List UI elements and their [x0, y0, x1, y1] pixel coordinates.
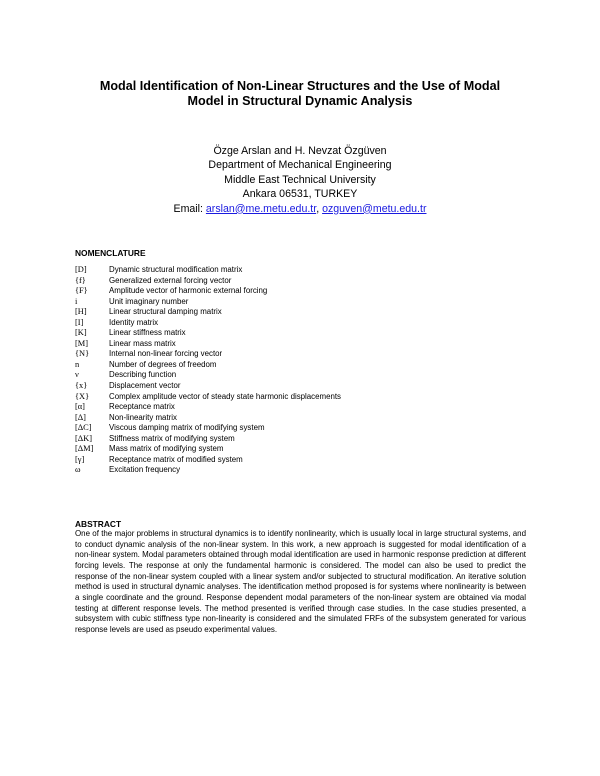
nomenclature-symbol: {F} [75, 286, 88, 296]
nomenclature-description: Receptance matrix of modified system [109, 454, 243, 464]
nomenclature-symbol: {x} [75, 381, 88, 391]
nomenclature-symbol: ω [75, 465, 81, 475]
nomenclature-symbol: {X} [75, 391, 90, 401]
nomenclature-symbol: n [75, 359, 80, 369]
author-block [100, 144, 500, 216]
abstract-heading: ABSTRACT [75, 519, 122, 529]
nomenclature-row [75, 402, 535, 413]
nomenclature-row [75, 286, 535, 297]
nomenclature-row [75, 318, 535, 329]
nomenclature-row [75, 297, 535, 308]
nomenclature-symbol: {N} [75, 349, 90, 359]
paper-title-line-2: Model in Structural Dynamic Analysis [187, 94, 413, 108]
author-names: Özge Arslan and H. Nevzat Özgüven [213, 145, 387, 157]
nomenclature-description: Number of degrees of freedom [109, 359, 217, 369]
email-link-ozguven[interactable]: ozguven@metu.edu.tr [322, 202, 427, 215]
nomenclature-row [75, 370, 535, 381]
nomenclature-symbol: [K] [75, 328, 87, 338]
nomenclature-list [75, 265, 535, 476]
nomenclature-symbol: [ΔK] [75, 433, 93, 443]
nomenclature-symbol: [ΔM] [75, 444, 94, 454]
email-separator: , [316, 202, 323, 215]
nomenclature-row [75, 434, 535, 445]
nomenclature-row [75, 328, 535, 339]
nomenclature-row [75, 349, 535, 360]
paper-title-line-1: Modal Identification of Non-Linear Structures and the Use of Modal [99, 79, 501, 93]
nomenclature-description: Describing function [109, 370, 177, 380]
nomenclature-row [75, 423, 535, 434]
author-address: Ankara 06531, TURKEY [242, 188, 358, 201]
nomenclature-symbol: [D] [75, 265, 87, 274]
nomenclature-description: Non-linearity matrix [109, 412, 177, 422]
author-email-line [100, 202, 500, 216]
nomenclature-heading: NOMENCLATURE [75, 248, 146, 258]
nomenclature-description: Complex amplitude vector of steady state harmonic displacements [109, 391, 342, 401]
nomenclature-description: Generalized external forcing vector [109, 275, 232, 285]
nomenclature-row [75, 413, 535, 424]
nomenclature-symbol: [ΔC] [75, 423, 92, 433]
nomenclature-row [75, 465, 535, 476]
nomenclature-description: Stiffness matrix of modifying system [109, 433, 235, 443]
nomenclature-row [75, 307, 535, 318]
nomenclature-symbol: [H] [75, 307, 87, 317]
nomenclature-description: Displacement vector [109, 381, 181, 391]
nomenclature-row [75, 265, 535, 276]
nomenclature-description: Identity matrix [109, 317, 159, 327]
nomenclature-description: Linear stiffness matrix [109, 328, 186, 338]
nomenclature-symbol: i [75, 296, 78, 306]
nomenclature-symbol: [Δ] [75, 412, 86, 422]
author-university: Middle East Technical University [224, 173, 376, 186]
nomenclature-symbol: {f} [75, 275, 86, 285]
nomenclature-description: Receptance matrix [109, 402, 175, 412]
nomenclature-row [75, 360, 535, 371]
nomenclature-description: Unit imaginary number [109, 296, 189, 306]
nomenclature-description: Viscous damping matrix of modifying system [109, 423, 265, 433]
nomenclature-symbol: ν [75, 370, 79, 380]
paper-title [60, 79, 540, 109]
nomenclature-symbol: [M] [75, 338, 89, 348]
nomenclature-row [75, 381, 535, 392]
nomenclature-symbol: [α] [75, 402, 85, 412]
nomenclature-row [75, 444, 535, 455]
nomenclature-symbol: [I] [75, 317, 84, 327]
nomenclature-row [75, 392, 535, 403]
nomenclature-description: Dynamic structural modification matrix [109, 265, 243, 274]
abstract-body: One of the major problems in structural dynamics is to identify nonlinearity, which is usually local in large structural systems, and to conduct dynamic analysis of the non-linear system. In this work, a new approach is suggested for modal identification of a non-linear system. Modal parameters obtained through modal identification are used in harmonic response prediction at different forcing levels. The response at only the fundamental harmonic is considered. The model can also be used to predict the response of the non-linear system coupled with a linear system and/or subjected to structural modification. An iterative solution method is used in structural dynamic analyses. The identification method proposed is for systems where nonlinearity is between a single coordinate and the ground. Response dependent modal parameters of the non-linear system are obtained via modal testing at different response levels. The method presented is verified through case studies. In the case studies presented, a subsystem with cubic stiffness type non-linearity is considered and the simulated FRFs of the subsystem generated for various response levels are used as pseudo experimental values. [75, 529, 526, 634]
nomenclature-row [75, 455, 535, 466]
nomenclature-description: Excitation frequency [109, 465, 181, 475]
nomenclature-row [75, 276, 535, 287]
nomenclature-symbol: [γ] [75, 454, 85, 464]
nomenclature-description: Linear structural damping matrix [109, 307, 222, 317]
nomenclature-description: Mass matrix of modifying system [109, 444, 224, 454]
nomenclature-description: Amplitude vector of harmonic external forcing [109, 286, 268, 296]
email-label: Email: [173, 202, 206, 215]
email-link-arslan[interactable]: arslan@me.metu.edu.tr [205, 202, 317, 215]
author-department: Department of Mechanical Engineering [208, 159, 392, 172]
nomenclature-description: Internal non-linear forcing vector [109, 349, 223, 359]
nomenclature-row [75, 339, 535, 350]
nomenclature-description: Linear mass matrix [109, 338, 176, 348]
